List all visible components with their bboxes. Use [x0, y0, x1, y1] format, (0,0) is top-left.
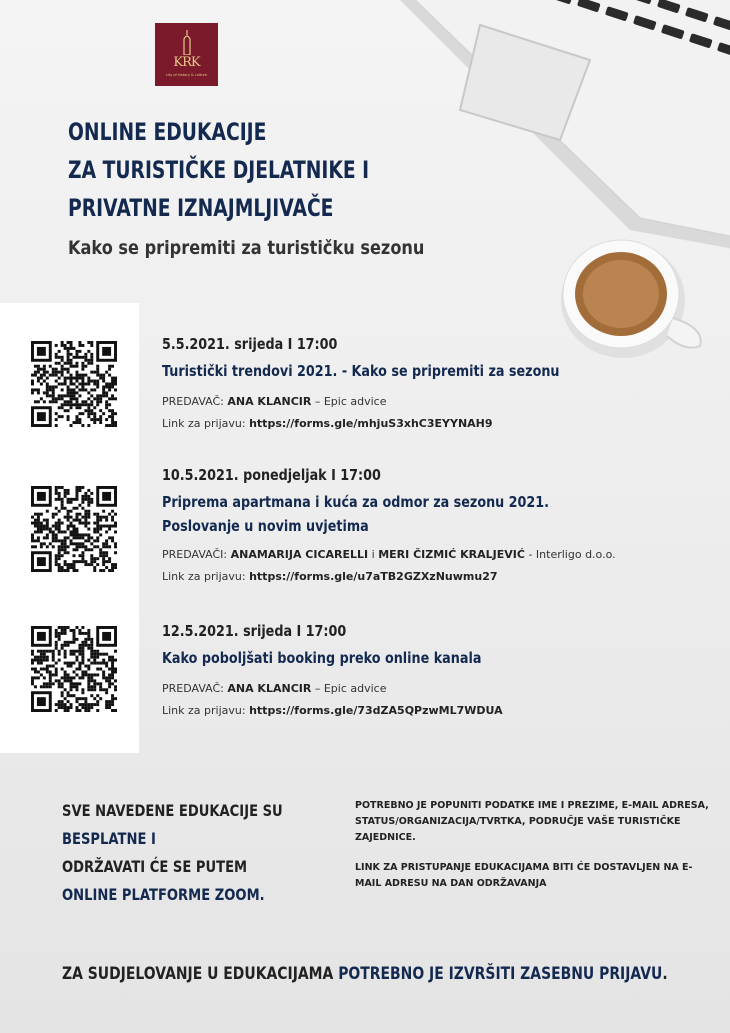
session-2 [162, 466, 617, 588]
tower-icon [177, 29, 197, 55]
session-link: Link za prijavu: https://forms.gle/mhjuS3xhC3EYYNAH9 [162, 417, 493, 430]
session-date: 5.5.2021. srijeda I 17:00 [162, 335, 338, 353]
free-info: SVE NAVEDENE EDUKACIJE SU BESPLATNE I ODRŽAVATI ĆE SE PUTEM ONLINE PLATFORME ZOOM. [62, 801, 283, 904]
session-title-line-2: Poslovanje u novim uvjetima [162, 517, 369, 535]
session-3 [162, 622, 538, 722]
laptop-image [330, 0, 730, 260]
page-title [68, 113, 369, 227]
session-title: Turistički trendovi 2021. - Kako se pripremiti za sezonu [162, 362, 560, 380]
krk-logo [155, 23, 218, 86]
session-date: 12.5.2021. srijeda I 17:00 [162, 622, 347, 640]
session-1 [162, 335, 630, 435]
qr-code-session-3 [31, 626, 117, 712]
qr-code-session-2 [31, 486, 117, 572]
logo-tagline: city of history & culture [165, 73, 208, 77]
title-line-1: ONLINE EDUKACIJE [68, 118, 267, 146]
registration-link[interactable]: https://forms.gle/u7aTB2GZXzNuwmu27 [249, 570, 498, 583]
registration-note-1: POTREBNO JE POPUNITI PODATKE IME I PREZIME, E-MAIL ADRESA, STATUS/ORGANIZACIJA/TVRTKA, PODRUČJE VAŠE TURISTIČKE ZAJEDNICE. [355, 800, 709, 843]
registration-note-2: LINK ZA PRISTUPANJE EDUKACIJAMA BITI ĆE DOSTAVLJEN NA E-MAIL ADRESU NA DAN ODRŽAVANJA [355, 862, 693, 889]
registration-link[interactable]: https://forms.gle/73dZA5QPzwML7WDUA [249, 704, 503, 717]
session-date: 10.5.2021. ponedjeljak I 17:00 [162, 466, 381, 484]
footer-note: ZA SUDJELOVANJE U EDUKACIJAMA POTREBNO JE IZVRŠITI ZASEBNU PRIJAVU. [62, 964, 668, 984]
session-title: Kako poboljšati booking preko online kanala [162, 649, 482, 667]
session-lecturer: PREDAVAČ: ANA KLANCIR – Epic advice [162, 395, 387, 408]
qr-panel [0, 303, 139, 753]
session-lecturer: PREDAVAČ: ANA KLANCIR – Epic advice [162, 682, 387, 695]
title-line-3: PRIVATNE IZNAJMLJIVAČE [68, 194, 334, 222]
page-subtitle: Kako se pripremiti za turističku sezonu [68, 237, 425, 259]
title-line-2: ZA TURISTIČKE DJELATNIKE I [68, 156, 370, 184]
session-link: Link za prijavu: https://forms.gle/73dZA5QPzwML7WDUA [162, 704, 503, 717]
registration-link[interactable]: https://forms.gle/mhjuS3xhC3EYYNAH9 [249, 417, 493, 430]
registration-info [355, 798, 715, 906]
qr-code-session-1 [31, 341, 117, 427]
session-link: Link za prijavu: https://forms.gle/u7aTB2GZXzNuwmu27 [162, 570, 498, 583]
logo-mark: KRK [173, 55, 200, 70]
session-lecturer: PREDAVAČI: ANAMARIJA CICARELLI i MERI ČIZMIĆ KRALJEVIĆ - Interligo d.o.o. [162, 548, 616, 561]
session-title: Priprema apartmana i kuća za odmor za sezonu 2021. [162, 493, 550, 511]
